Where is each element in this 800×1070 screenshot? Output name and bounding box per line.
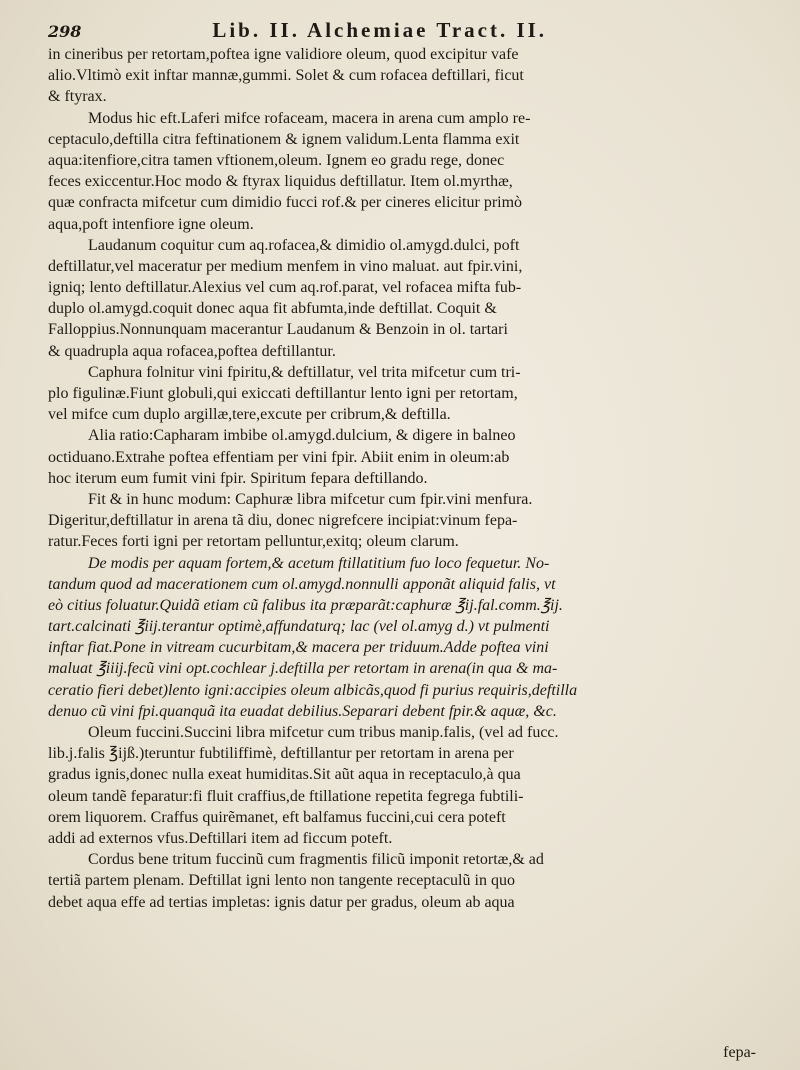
text-line: addi ad externos vfus.Deftillari item ad ficcum poteft. [48,829,393,847]
text-line: aqua:itenfiore,citra tamen vftionem,oleum. Ignem eo gradu rege, donec [48,151,505,169]
text-line: hoc iterum eum fumit vini fpir. Spiritum fepara deftillando. [48,469,428,487]
text-line: denuo cũ vini fpi.quanquã ita euadat debilius.Separari debent fpir.& aquæ, &c. [48,702,557,720]
text-line: in cineribus per retortam,poftea igne validiore oleum, quod excipitur vafe [48,46,519,63]
text-line: plo figulinæ.Fiunt globuli,qui exiccati deftillantur lento igni per retortam, [48,385,518,402]
text-line: eò citius foluatur.Quidã etiam cũ falibus ita præparãt:caphuræ ℥ij.fal.comm.℥ij. [48,596,563,614]
text-line: Modus hic eft.Laferi mifce rofaceam, macera in arena cum amplo re- [88,109,531,127]
catchword: fepa- [723,1044,756,1061]
text-line: feces exiccentur.Hoc modo & ftyrax liquidus deftillatur. Item ol.myrthæ, [48,173,513,191]
text-line: Laudanum coquitur cum aq.rofacea,& dimidio ol.amygd.dulci, poft [88,236,520,254]
text-line: ceratio fieri debet)lento igni:accipies oleum albicãs,quod fi purius requiris,deftilla [48,681,578,699]
text-line: ceptaculo,deftilla citra feftinationem & ignem validum.Lenta flamma exit [48,130,520,148]
text-line: tandum quod ad macerationem cum ol.amygd.nonnulli apponãt aliquid falis, vt [48,575,556,593]
text-line: Fit & in hunc modum: Caphuræ libra mifcetur cum fpir.vini menfura. [88,490,533,508]
text-line: octiduano.Extrahe poftea effentiam per vini fpir. Abiit enim in oleum:ab [48,448,510,466]
text-line: vel mifce cum duplo argillæ,tere,excute per cribrum,& deftilla. [48,406,451,424]
text-line: orem liquorem. Craffus quirẽmanet, eft balfamus fuccini,cui cera poteft [48,808,506,826]
page-number: 298 [48,22,82,41]
text-line: debet aqua effe ad tertias impletas: ignis datur per gradus, oleum ab aqua [48,893,515,911]
text-line: gradus ignis,donec nulla exeat humiditas.Sit aũt aqua in receptaculo,à qua [48,766,521,784]
text-line: De modis per aquam fortem,& acetum ftillatitium fuo loco fequetur. No- [88,554,550,572]
text-line: Oleum fuccini.Succini libra mifcetur cum tribus manip.falis, (vel ad fucc. [88,724,559,741]
page-header [48,18,758,43]
text-line: oleum tandẽ feparatur:fi fluit craffius,de ftillatione repetita fegrega fubtili- [48,787,524,805]
text-line: deftillatur,vel maceratur per medium menfem in vino maluat. aut fpir.vini, [48,257,523,275]
text-line: Cordus bene tritum fuccinũ cum fragmentis filicũ imponit retortæ,& ad [88,851,544,869]
text-line: quæ confracta mifcetur cum dimidio fucci rof.& per cineres elicitur primò [48,194,523,212]
text-line: Falloppius.Nonnunquam macerantur Laudanum & Benzoin in ol. tartari [48,321,508,339]
text-line: alio.Vltimò exit inftar mannæ,gummi. Solet & cum rofacea deftillari, ficut [48,67,524,85]
body-text [48,44,760,913]
text-line: aqua,poft intenfiore igne oleum. [48,215,254,233]
text-line: Alia ratio:Capharam imbibe ol.amygd.dulcium, & digere in balneo [88,427,516,445]
text-line: ratur.Feces forti igni per retortam pelluntur,exitq; oleum clarum. [48,533,459,551]
text-line: inftar fiat.Pone in vitream cucurbitam,& macera per triduum.Adde poftea vini [48,639,549,657]
text-line: Caphura folnitur vini fpiritu,& deftillatur, vel trita mifcetur cum tri- [88,363,521,381]
text-line: & quadrupla aqua rofacea,poftea deftillantur. [48,342,336,360]
text-line: Digeritur,deftillatur in arena tã diu, donec nigrefcere incipiat:vinum fepa- [48,512,518,530]
text-line: igniq; lento deftillatur.Alexius vel cum aq.rof.parat, vel rofacea mifta fub- [48,279,522,297]
text-line: lib.j.falis ℥ijß.)teruntur fubtiliffimè, deftillantur per retortam in arena per [48,745,514,763]
running-head: Lib. II. Alchemiae Tract. II. [212,18,548,42]
text-line: tertiã partem plenam. Deftillat igni lento non tangente receptaculũ in quo [48,872,515,890]
text-line: duplo ol.amygd.coquit donec aqua fit abfumta,inde deftillat. Coquit & [48,300,497,318]
text-line: & ftyrax. [48,88,107,106]
text-line: maluat ℥iiij.fecũ vini opt.cochlear j.deftilla per retortam in arena(in qua & ma- [48,660,558,678]
text-line: tart.calcinati ℥iij.terantur optimè,affundaturq; lac (vel ol.amyg d.) vt pulmenti [48,618,550,636]
